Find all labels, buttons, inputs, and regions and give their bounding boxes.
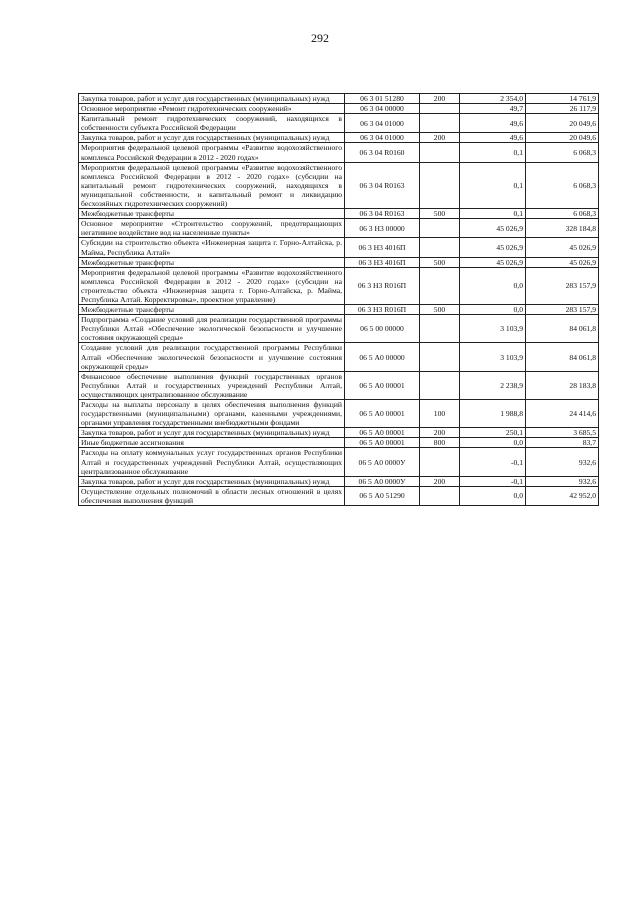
table-row (79, 143, 599, 162)
expense-type-cell (420, 114, 460, 133)
amount-change-cell: 45 026,9 (460, 219, 526, 238)
amount-total-cell: 6 068,3 (526, 209, 599, 219)
expense-name-cell: Субсидии на строительство объекта «Инженерная защита г. Горно-Алтайска, р. Майма, Республика Алтай» (79, 238, 345, 257)
target-code-cell: 06 3 04 00000 (345, 104, 420, 114)
expense-name-cell: Иные бюджетные ассигнования (79, 438, 345, 448)
budget-table (78, 93, 599, 506)
expense-type-cell (420, 238, 460, 257)
expense-type-cell: 500 (420, 257, 460, 267)
expense-name-cell: Закупка товаров, работ и услуг для государственных (муниципальных) нужд (79, 428, 345, 438)
amount-total-cell: 3 685,5 (526, 428, 599, 438)
amount-change-cell: 250,1 (460, 428, 526, 438)
table-row (79, 209, 599, 219)
table-row (79, 267, 599, 304)
table-row (79, 162, 599, 208)
amount-change-cell: 0,1 (460, 162, 526, 208)
target-code-cell: 06 5 А0 00001 (345, 400, 420, 428)
table-row (79, 343, 599, 371)
target-code-cell: 06 5 А0 51290 (345, 486, 420, 505)
amount-change-cell: 45 026,9 (460, 257, 526, 267)
table-row (79, 476, 599, 486)
expense-name-cell: Мероприятия федеральной целевой программы «Развитие водохозяйственного комплекса Российской Федерации в 2012 - 2020 годах» (79, 143, 345, 162)
amount-total-cell: 45 026,9 (526, 257, 599, 267)
target-code-cell: 06 3 04 R0163 (345, 162, 420, 208)
expense-type-cell: 200 (420, 133, 460, 143)
amount-total-cell: 84 061,8 (526, 343, 599, 371)
expense-name-cell: Межбюджетные трансферты (79, 257, 345, 267)
table-row (79, 104, 599, 114)
target-code-cell: 06 3 Н3 R016П (345, 267, 420, 304)
table-row (79, 133, 599, 143)
expense-type-cell (420, 143, 460, 162)
expense-name-cell: Подпрограмма «Создание условий для реализации государственной программы Республики Алтай «Обеспечение экологической безопасности и улучшение состояния окружающей среды» (79, 315, 345, 343)
target-code-cell: 06 3 04 01000 (345, 133, 420, 143)
expense-type-cell: 500 (420, 305, 460, 315)
expense-name-cell: Закупка товаров, работ и услуг для государственных (муниципальных) нужд (79, 133, 345, 143)
amount-change-cell: 3 103,9 (460, 315, 526, 343)
table-row (79, 305, 599, 315)
target-code-cell: 06 3 Н3 4016П (345, 257, 420, 267)
target-code-cell: 06 5 А0 00000 (345, 343, 420, 371)
table-row (79, 486, 599, 505)
target-code-cell: 06 5 А0 0000У (345, 476, 420, 486)
amount-total-cell: 6 068,3 (526, 162, 599, 208)
expense-type-cell (420, 486, 460, 505)
expense-name-cell: Финансовое обеспечение выполнения функций государственных органов Республики Алтай и государственных учреждений Республики Алтай, осуществляющих централизованное обслуживание (79, 371, 345, 399)
budget-table-body (79, 94, 599, 506)
target-code-cell: 06 3 01 51280 (345, 94, 420, 104)
table-row (79, 219, 599, 238)
amount-total-cell: 83,7 (526, 438, 599, 448)
target-code-cell: 06 5 00 00000 (345, 315, 420, 343)
target-code-cell: 06 5 А0 00001 (345, 371, 420, 399)
expense-type-cell (420, 162, 460, 208)
amount-total-cell: 14 761,9 (526, 94, 599, 104)
page-number: 292 (311, 31, 329, 45)
expense-type-cell: 200 (420, 94, 460, 104)
amount-total-cell: 28 183,8 (526, 371, 599, 399)
expense-type-cell (420, 315, 460, 343)
amount-total-cell: 45 026,9 (526, 238, 599, 257)
amount-total-cell: 6 068,3 (526, 143, 599, 162)
amount-total-cell: 24 414,6 (526, 400, 599, 428)
expense-name-cell: Межбюджетные трансферты (79, 209, 345, 219)
amount-total-cell: 932,6 (526, 448, 599, 476)
table-row (79, 448, 599, 476)
amount-change-cell: 0,0 (460, 305, 526, 315)
amount-total-cell: 84 061,8 (526, 315, 599, 343)
target-code-cell: 06 5 А0 00001 (345, 428, 420, 438)
table-row (79, 257, 599, 267)
expense-type-cell (420, 448, 460, 476)
target-code-cell: 06 3 Н3 00000 (345, 219, 420, 238)
expense-name-cell: Мероприятия федеральной целевой программы «Развитие водохозяйственного комплекса Российской Федерации в 2012 - 2020 годах» (субсидии на строительство объекта «Инженерная защита г. Горно-Алтайска, р. Майма, Республика Алтай. Корректировка», проектное управление) (79, 267, 345, 304)
expense-type-cell (420, 343, 460, 371)
amount-change-cell: 1 988,8 (460, 400, 526, 428)
amount-total-cell: 328 184,8 (526, 219, 599, 238)
expense-name-cell: Закупка товаров, работ и услуг для государственных (муниципальных) нужд (79, 94, 345, 104)
expense-type-cell (420, 219, 460, 238)
amount-change-cell: 2 238,9 (460, 371, 526, 399)
amount-change-cell: -0,1 (460, 448, 526, 476)
expense-name-cell: Мероприятия федеральной целевой программы «Развитие водохозяйственного комплекса Российской Федерации в 2012 - 2020 годах» (субсидии на капитальный ремонт гидротехнических сооружений, находящихся в муниципальной собственности, и капитальный ремонт и ликвидацию бесхозяйных гидротехнических сооружений) (79, 162, 345, 208)
table-row (79, 428, 599, 438)
table-row (79, 400, 599, 428)
amount-total-cell: 20 049,6 (526, 133, 599, 143)
amount-change-cell: 2 354,0 (460, 94, 526, 104)
amount-change-cell: 49,6 (460, 114, 526, 133)
table-row (79, 438, 599, 448)
expense-type-cell: 200 (420, 428, 460, 438)
amount-change-cell: 0,1 (460, 209, 526, 219)
amount-total-cell: 283 157,9 (526, 267, 599, 304)
amount-total-cell: 932,6 (526, 476, 599, 486)
expense-name-cell: Расходы на выплаты персоналу в целях обеспечения выполнения функций государственными (муниципальными) органами, казенными учреждениями, органами управления государственными внебюджетными фондами (79, 400, 345, 428)
target-code-cell: 06 3 Н3 R016П (345, 305, 420, 315)
table-row (79, 94, 599, 104)
amount-change-cell: 49,6 (460, 133, 526, 143)
target-code-cell: 06 5 А0 0000У (345, 448, 420, 476)
expense-name-cell: Основное мероприятие «Ремонт гидротехнических сооружений» (79, 104, 345, 114)
expense-name-cell: Осуществление отдельных полномочий в области лесных отношений в целях обеспечения выполнения функций (79, 486, 345, 505)
target-code-cell: 06 3 Н3 4016П (345, 238, 420, 257)
amount-change-cell: -0,1 (460, 476, 526, 486)
amount-total-cell: 283 157,9 (526, 305, 599, 315)
expense-name-cell: Капитальный ремонт гидротехнических сооружений, находящихся в собственности субъекта Российской Федерации (79, 114, 345, 133)
amount-change-cell: 3 103,9 (460, 343, 526, 371)
expense-name-cell: Основное мероприятие «Строительство сооружений, предотвращающих негативное воздействие вод на населенные пункты» (79, 219, 345, 238)
amount-change-cell: 45 026,9 (460, 238, 526, 257)
table-row (79, 238, 599, 257)
amount-change-cell: 0,0 (460, 438, 526, 448)
amount-total-cell: 42 952,0 (526, 486, 599, 505)
target-code-cell: 06 3 04 R0163 (345, 209, 420, 219)
amount-total-cell: 20 049,6 (526, 114, 599, 133)
expense-type-cell (420, 104, 460, 114)
amount-change-cell: 0,0 (460, 267, 526, 304)
expense-type-cell: 200 (420, 476, 460, 486)
amount-change-cell: 0,0 (460, 486, 526, 505)
target-code-cell: 06 3 04 01000 (345, 114, 420, 133)
expense-name-cell: Межбюджетные трансферты (79, 305, 345, 315)
expense-name-cell: Закупка товаров, работ и услуг для государственных (муниципальных) нужд (79, 476, 345, 486)
expense-type-cell (420, 371, 460, 399)
target-code-cell: 06 5 А0 00001 (345, 438, 420, 448)
table-row (79, 114, 599, 133)
expense-name-cell: Расходы на оплату коммунальных услуг государственных органов Республики Алтай и государственных учреждений Республики Алтай, осуществляющих централизованное обслуживание (79, 448, 345, 476)
table-row (79, 315, 599, 343)
amount-change-cell: 49,7 (460, 104, 526, 114)
expense-type-cell: 100 (420, 400, 460, 428)
expense-type-cell: 800 (420, 438, 460, 448)
expense-type-cell (420, 267, 460, 304)
table-row (79, 371, 599, 399)
expense-type-cell: 500 (420, 209, 460, 219)
amount-change-cell: 0,1 (460, 143, 526, 162)
amount-total-cell: 26 117,9 (526, 104, 599, 114)
expense-name-cell: Создание условий для реализации государственной программы Республики Алтай «Обеспечение экологической безопасности и улучшение состояния окружающей среды» (79, 343, 345, 371)
target-code-cell: 06 3 04 R0160 (345, 143, 420, 162)
